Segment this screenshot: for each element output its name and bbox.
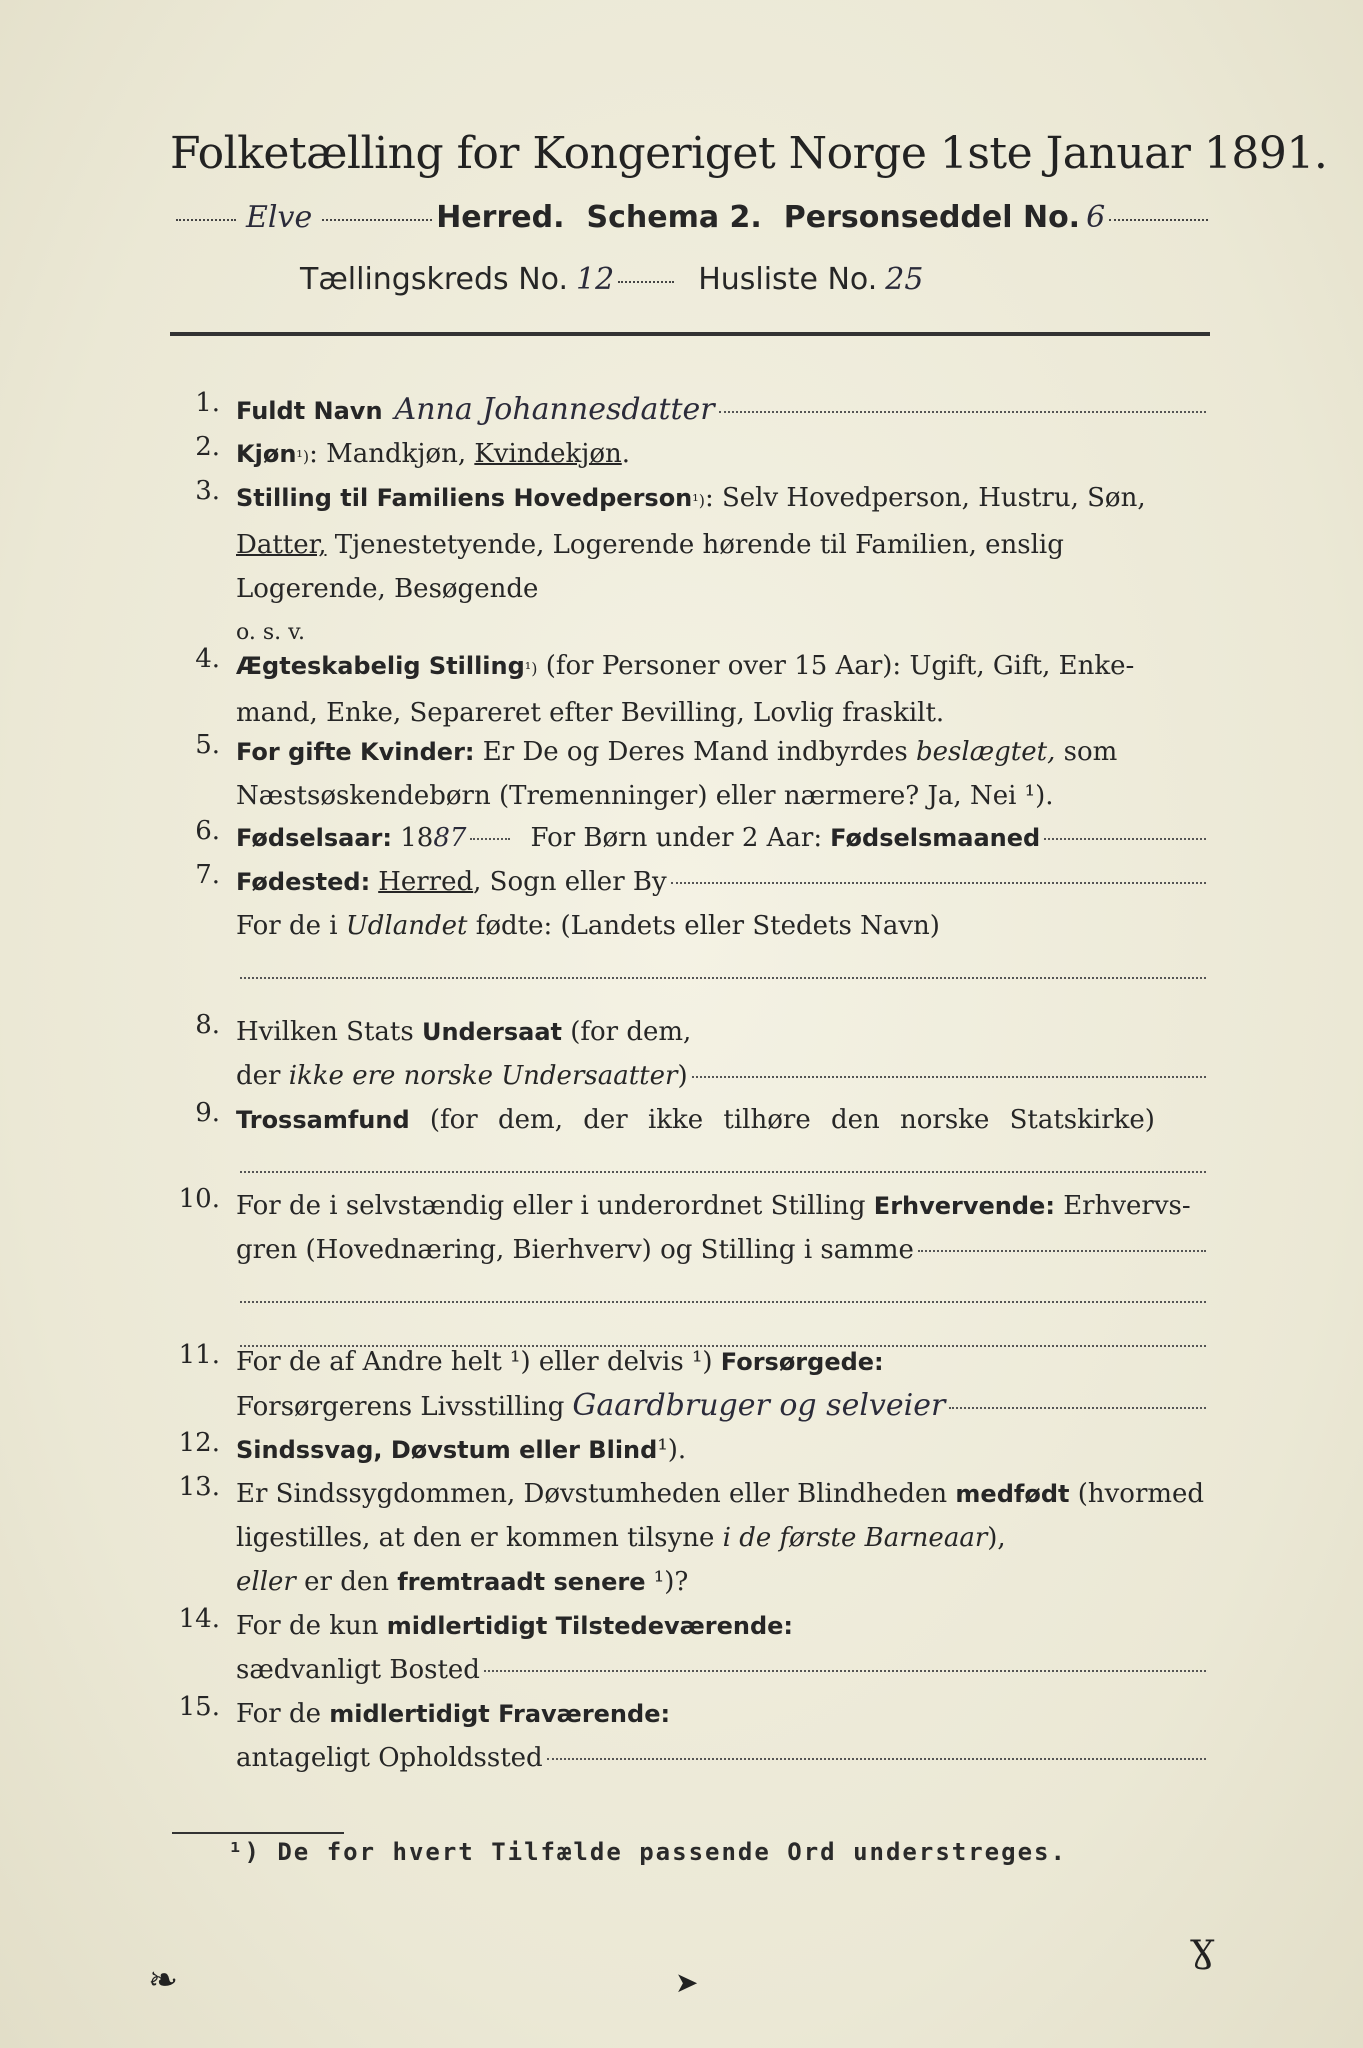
item-12-sup: ¹). — [657, 1435, 687, 1465]
item-13-text1b: (hvormed — [1069, 1479, 1205, 1509]
item-7-text2a: For de i — [236, 911, 346, 941]
item-7-text2b: fødte: (Landets eller Stedets Navn) — [467, 911, 940, 941]
item-3-label: Stilling til Familiens Hovedperson — [236, 484, 693, 512]
item-11-label: Forsørgede: — [720, 1348, 884, 1376]
item-8-italic: ikke ere norske Undersaatter — [288, 1061, 678, 1091]
herred-label: Herred. — [436, 200, 565, 235]
item-5-text1: Er De og Deres Mand indbyrdes — [474, 737, 917, 767]
item-10-fill — [918, 1250, 1206, 1252]
kreds-value[interactable]: 12 — [576, 262, 615, 297]
item-10-text2: gren (Hovednæring, Bierhverv) og Stilling i samme — [236, 1235, 914, 1265]
item-7-fill — [671, 882, 1206, 884]
item-1-label: Fuldt Navn — [236, 397, 383, 425]
item-15-fill — [547, 1758, 1206, 1760]
item-11-fill — [949, 1407, 1206, 1409]
herred-row — [172, 200, 1212, 235]
ink-mark-left: ❧ — [148, 1960, 179, 2001]
item-7-number: 7. — [195, 860, 220, 890]
item-3-text3: Logerende, Besøgende — [236, 574, 539, 604]
herred-fill-line-2 — [322, 219, 432, 221]
item-14-number: 14. — [178, 1604, 220, 1634]
header-divider — [170, 332, 1210, 336]
item-3-text1: : Selv Hovedperson, Hustru, Søn, — [704, 483, 1146, 513]
item-15-label: midlertidigt Fraværende: — [329, 1700, 671, 1728]
footnote: ¹) De for hvert Tilfælde passende Ord understreges. — [228, 1838, 1067, 1866]
gender-selected[interactable]: Kvindekjøn — [474, 439, 622, 469]
item-10-text1b: Erhvervs- — [1054, 1191, 1191, 1221]
item-3-number: 3. — [195, 476, 220, 506]
full-name-value[interactable]: Anna Johannesdatter — [394, 392, 715, 427]
item-10-label: Erhvervende: — [873, 1192, 1055, 1220]
form-title: Folketælling for Kongeriget Norge 1ste Januar 1891. — [170, 128, 1328, 179]
item-13-italic2: i de første Barneaar — [722, 1523, 988, 1553]
item-13-italic3: eller — [236, 1567, 296, 1597]
item-2-end: . — [621, 439, 631, 469]
item-5-text1b: som — [1055, 737, 1118, 767]
relation-selected[interactable]: Datter, — [236, 530, 327, 560]
item-4-text1: (for Personer over 15 Aar): Ugift, Gift, Enke- — [537, 651, 1135, 681]
item-10-blank-line-1 — [240, 1301, 1206, 1303]
kreds-row — [300, 262, 1100, 297]
herred-fill-line — [176, 219, 236, 221]
item-11-number: 11. — [178, 1340, 220, 1370]
item-7-label: Fødested: — [236, 868, 371, 896]
birth-year-value[interactable]: 87 — [433, 823, 467, 853]
item-14-text1: For de kun — [236, 1611, 387, 1641]
item-11-text2: Forsørgerens Livsstilling — [236, 1392, 565, 1422]
item-13-label: medfødt — [955, 1480, 1070, 1508]
item-13-label3: fremtraadt senere — [397, 1568, 646, 1596]
birthplace-selected[interactable]: Herred — [378, 867, 474, 897]
ink-mark-center: ➤ — [675, 1966, 699, 1999]
item-9-blank-line — [240, 1171, 1206, 1173]
item-8-number: 8. — [195, 1010, 220, 1040]
personseddel-value[interactable]: 6 — [1086, 200, 1106, 235]
item-6-text: For Børn under 2 Aar: — [530, 823, 823, 853]
item-5-number: 5. — [195, 730, 220, 760]
item-15-text1: For de — [236, 1699, 330, 1729]
item-14-fill — [484, 1670, 1206, 1672]
item-13-text3a: er den — [295, 1567, 398, 1597]
item-15-text2: antageligt Opholdssted — [236, 1743, 543, 1773]
item-3-text4: o. s. v. — [236, 620, 305, 645]
kreds-label: Tællingskreds No. — [300, 262, 568, 297]
item-3-sup: ¹) — [692, 491, 705, 510]
item-6-label2: Fødselsmaaned — [830, 824, 1041, 852]
item-12-label: Sindssvag, Døvstum eller Blind — [236, 1436, 658, 1464]
husliste-value[interactable]: 25 — [885, 262, 924, 297]
item-13-text2a: ligestilles, at den er kommen tilsyne — [236, 1523, 723, 1553]
item-2-label: Kjøn — [236, 440, 297, 468]
item-8-text1b: (for dem, — [561, 1017, 692, 1047]
personseddel-fill-line — [1109, 219, 1208, 221]
item-14-label: midlertidigt Tilstedeværende: — [386, 1612, 794, 1640]
item-5-text2: Næstsøskendebørn (Tremenninger) eller nærmere? Ja, Nei ¹). — [236, 781, 1054, 811]
herred-value[interactable]: Elve — [246, 200, 313, 235]
item-4-sup: ¹) — [524, 659, 538, 678]
item-4-text2: mand, Enke, Separeret efter Bevilling, Lovlig fraskilt. — [236, 698, 945, 728]
birth-year-fill — [470, 838, 510, 840]
item-4-number: 4. — [195, 644, 220, 674]
item-13-text3b: ¹)? — [645, 1567, 689, 1597]
item-7-text1: , Sogn eller By — [473, 867, 667, 897]
item-14-text2: sædvanligt Bosted — [236, 1655, 480, 1685]
ink-mark-right: Ɣ — [1190, 1934, 1216, 1975]
item-2-sup: ¹) — [296, 447, 310, 466]
kreds-fill-line — [618, 281, 674, 283]
item-8-text2a: der — [236, 1061, 289, 1091]
item-7-blank-line — [240, 977, 1206, 979]
item-5-label: For gifte Kvinder: — [236, 738, 475, 766]
item-6-label: Fødselsaar: — [236, 824, 392, 852]
item-7-italic: Udlandet — [345, 911, 468, 941]
footnote-rule — [172, 1832, 344, 1834]
personseddel-label: Personseddel No. — [783, 200, 1081, 235]
item-2-number: 2. — [195, 432, 220, 462]
item-13-number: 13. — [178, 1472, 220, 1502]
husliste-label: Husliste No. — [698, 262, 878, 297]
item-9-text: (for dem, der ikke tilhøre den norske Statskirke) — [409, 1105, 1155, 1135]
schema-label: Schema 2. — [586, 200, 762, 235]
item-2-text: : Mandkjøn, — [309, 439, 475, 469]
provider-occupation-value[interactable]: Gaardbruger og selveier — [572, 1388, 946, 1423]
birth-year-prefix: 18 — [392, 823, 434, 853]
item-8-text1a: Hvilken Stats — [236, 1017, 422, 1047]
item-3-text2: Tjenestetyende, Logerende hørende til Familien, enslig — [326, 530, 1064, 560]
item-13-text2b: ), — [987, 1523, 1006, 1553]
item-4-label: Ægteskabelig Stilling — [236, 652, 525, 680]
item-5-italic: beslægtet, — [916, 737, 1056, 767]
item-1-fill — [719, 411, 1206, 413]
item-15-number: 15. — [178, 1692, 220, 1722]
item-12-number: 12. — [178, 1428, 220, 1458]
item-8-fill — [692, 1076, 1206, 1078]
item-8-label: Undersaat — [421, 1018, 562, 1046]
item-11-text1: For de af Andre helt ¹) eller delvis ¹) — [236, 1347, 721, 1377]
item-10-number: 10. — [178, 1184, 220, 1214]
item-8-text2b: ) — [677, 1061, 688, 1091]
item-9-number: 9. — [195, 1098, 220, 1128]
item-10-text1a: For de i selvstændig eller i underordnet Stilling — [236, 1191, 874, 1221]
item-13-text1a: Er Sindssygdommen, Døvstumheden eller Blindheden — [236, 1479, 956, 1509]
birth-month-fill — [1044, 838, 1206, 840]
item-1-number: 1. — [195, 388, 220, 418]
item-9-label: Trossamfund — [236, 1106, 410, 1134]
item-6-number: 6. — [195, 816, 220, 846]
